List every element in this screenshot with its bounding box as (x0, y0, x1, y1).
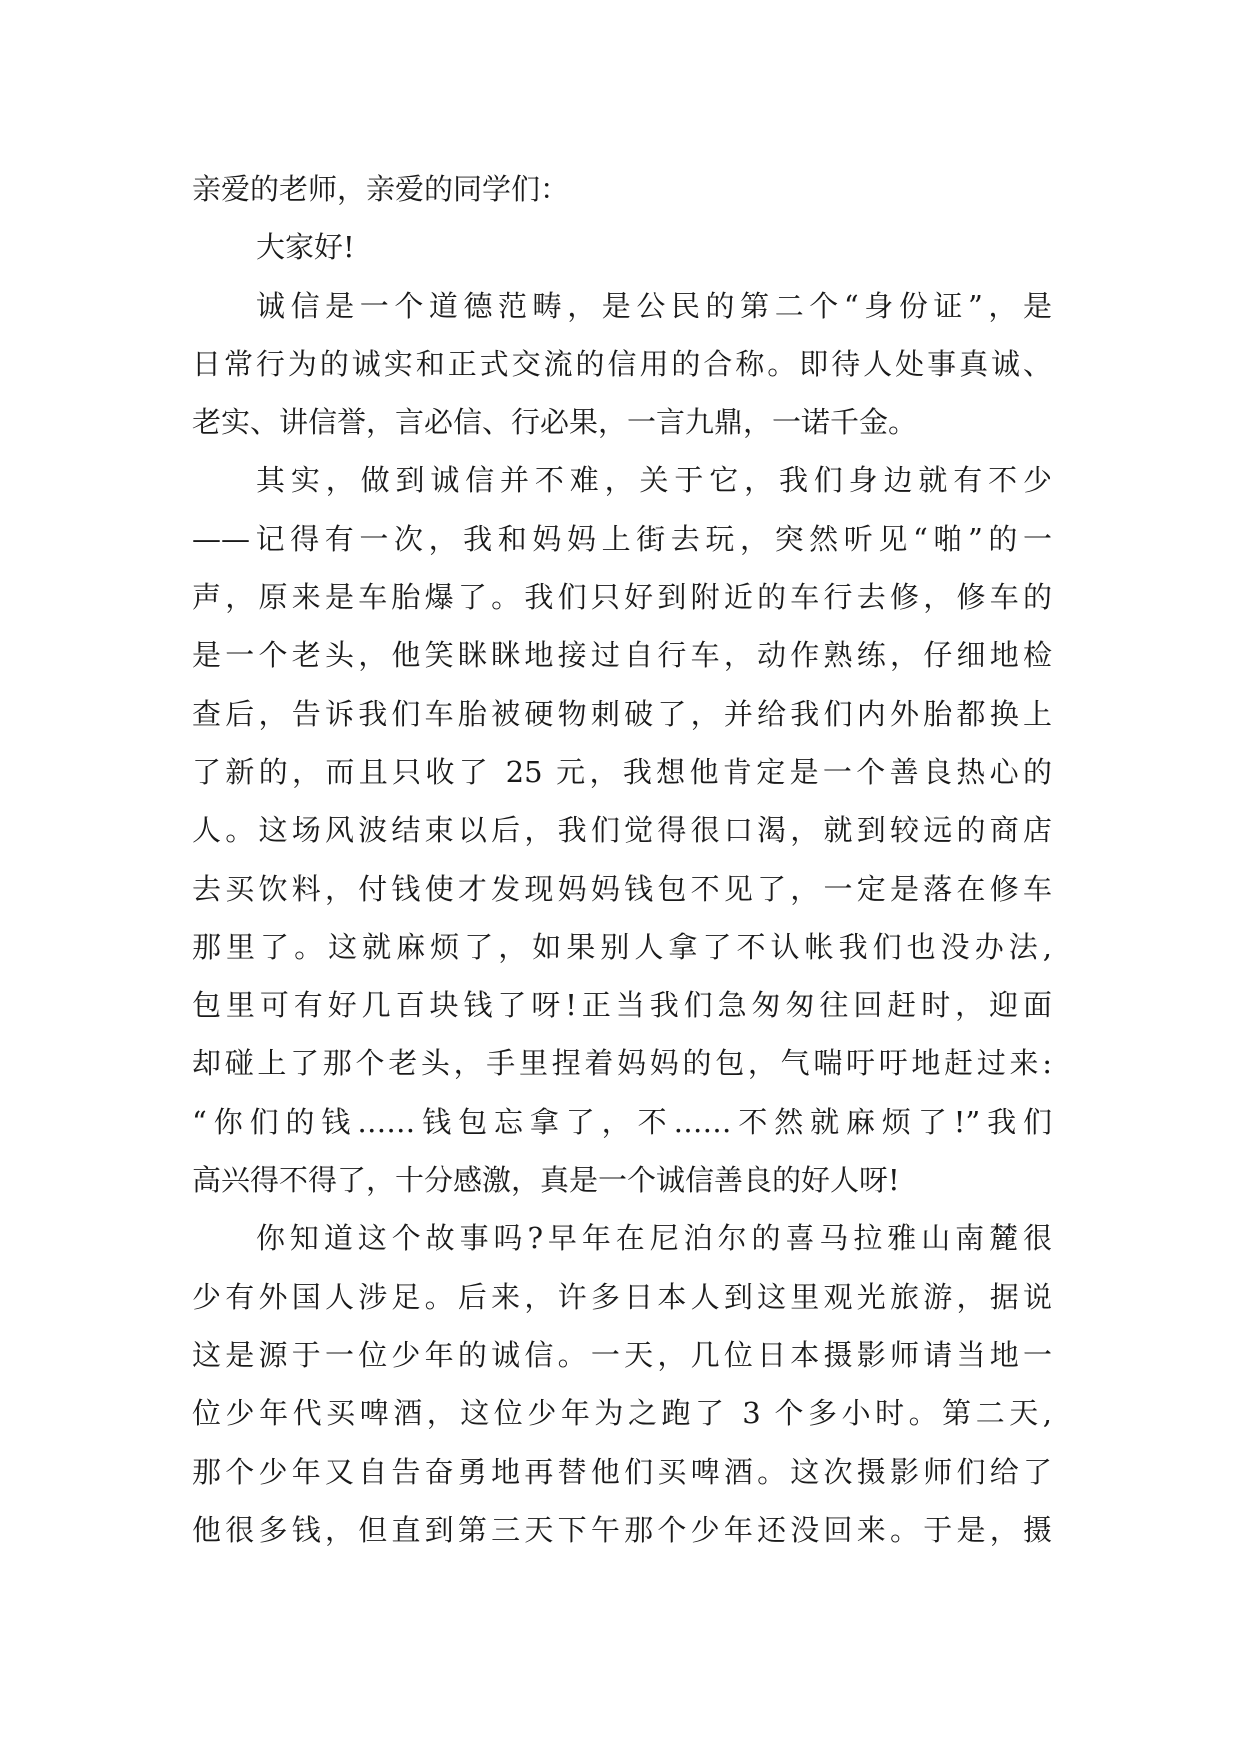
text-line: 却碰上了那个老头，手里捏着妈妈的包，气喘吁吁地赶过来: (192, 1046, 1052, 1081)
text-line: 声，原来是车胎爆了。我们只好到附近的车行去修，修车的 (192, 580, 1052, 615)
text-line: 位少年代买啤酒，这位少年为之跑了 3 个多小时。第二天, (192, 1396, 1052, 1431)
document-page (192, 160, 1052, 1559)
text-line: “你们的钱……钱包忘拿了，不……不然就麻烦了!”我们 (192, 1104, 1052, 1139)
text-line: 人。这场风波结束以后，我们觉得很口渴，就到较远的商店 (192, 813, 1052, 848)
text-line: 包里可有好几百块钱了呀!正当我们急匆匆往回赶时，迎面 (192, 988, 1052, 1023)
text-line: ——记得有一次，我和妈妈上街去玩，突然听见“啪”的一 (192, 521, 1052, 556)
text-line: 老实、讲信誉，言必信、行必果，一言九鼎，一诺千金。 (192, 405, 918, 440)
text-line: 去买饮料，付钱使才发现妈妈钱包不见了，一定是落在修车 (192, 871, 1052, 906)
text-line: 这是源于一位少年的诚信。一天，几位日本摄影师请当地一 (192, 1337, 1052, 1372)
text-line: 诚信是一个道德范畴，是公民的第二个“身份证”，是 (256, 288, 1052, 323)
text-line: 那里了。这就麻烦了，如果别人拿了不认帐我们也没办法, (192, 929, 1052, 964)
text-line: 其实，做到诚信并不难，关于它，我们身边就有不少 (256, 463, 1052, 498)
text-line: 大家好! (256, 230, 355, 265)
text-line: 亲爱的老师，亲爱的同学们： (192, 172, 570, 206)
text-line: 是一个老头，他笑眯眯地接过自行车，动作熟练，仔细地检 (192, 638, 1052, 673)
text-line: 了新的，而且只收了 25 元，我想他肯定是一个善良热心的 (192, 754, 1052, 789)
text-line: 高兴得不得了，十分感激，真是一个诚信善良的好人呀! (192, 1163, 900, 1198)
text-line: 日常行为的诚实和正式交流的信用的合称。即待人处事真诚、 (192, 346, 1052, 381)
text-line: 那个少年又自告奋勇地再替他们买啤酒。这次摄影师们给了 (192, 1454, 1052, 1489)
text-line: 他很多钱，但直到第三天下午那个少年还没回来。于是，摄 (192, 1512, 1052, 1547)
text-line: 查后，告诉我们车胎被硬物刺破了，并给我们内外胎都换上 (192, 696, 1052, 731)
text-line: 少有外国人涉足。后来，许多日本人到这里观光旅游，据说 (192, 1279, 1052, 1314)
text-line: 你知道这个故事吗?早年在尼泊尔的喜马拉雅山南麓很 (256, 1221, 1052, 1256)
